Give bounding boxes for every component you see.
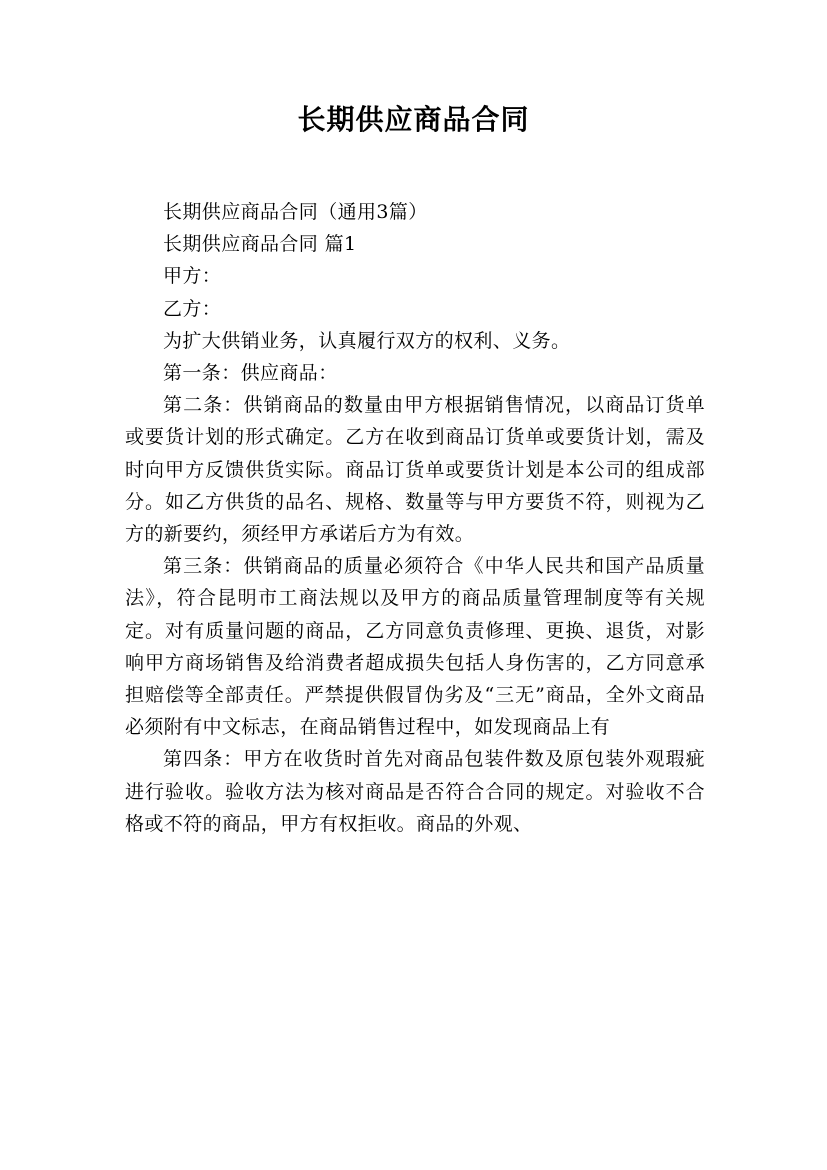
paragraph-section-heading: 长期供应商品合同 篇1 — [163, 233, 357, 256]
paragraph-subtitle: 长期供应商品合同（通用3篇） — [163, 201, 428, 223]
paragraph-article-1: 第一条：供应商品： — [163, 362, 338, 385]
document-title: 长期供应商品合同 — [297, 103, 530, 136]
paragraph-article-4: 第四条：甲方在收货时首先对商品包装件数及原包装外观瑕疵进行验收。验收方法为核对商品是否符合合同的规定。对验收不合格或不符的商品，甲方有权拒收。商品的外观、 — [125, 748, 705, 835]
paragraph-purpose: 为扩大供销业务，认真履行双方的权利、义务。 — [163, 329, 571, 352]
paragraph-party-b: 乙方： — [163, 297, 222, 320]
paragraph-article-3: 第三条：供销商品的质量必须符合《中华人民共和国产品质量法》，符合昆明市工商法规以及甲方的商品质量管理制度等有关规定。对有质量问题的商品，乙方同意负责修理、更换、退货，对影响甲方商场销售及给消费者超成损失包括人身伤害的，乙方同意承担赔偿等全部责任。严禁提供假冒伪劣及“三无”商品，全外文商品必须附有中文标志，在商品销售过程中，如发现商品上有 — [125, 555, 705, 739]
document-body — [125, 196, 705, 840]
paragraph-party-a: 甲方： — [163, 265, 222, 288]
paragraph-article-2: 第二条：供销商品的数量由甲方根据销售情况，以商品订货单或要货计划的形式确定。乙方在收到商品订货单或要货计划，需及时向甲方反馈供货实际。商品订货单或要货计划是本公司的组成部分。如乙方供货的品名、规格、数量等与甲方要货不符，则视为乙方的新要约，须经甲方承诺后方为有效。 — [125, 394, 705, 546]
